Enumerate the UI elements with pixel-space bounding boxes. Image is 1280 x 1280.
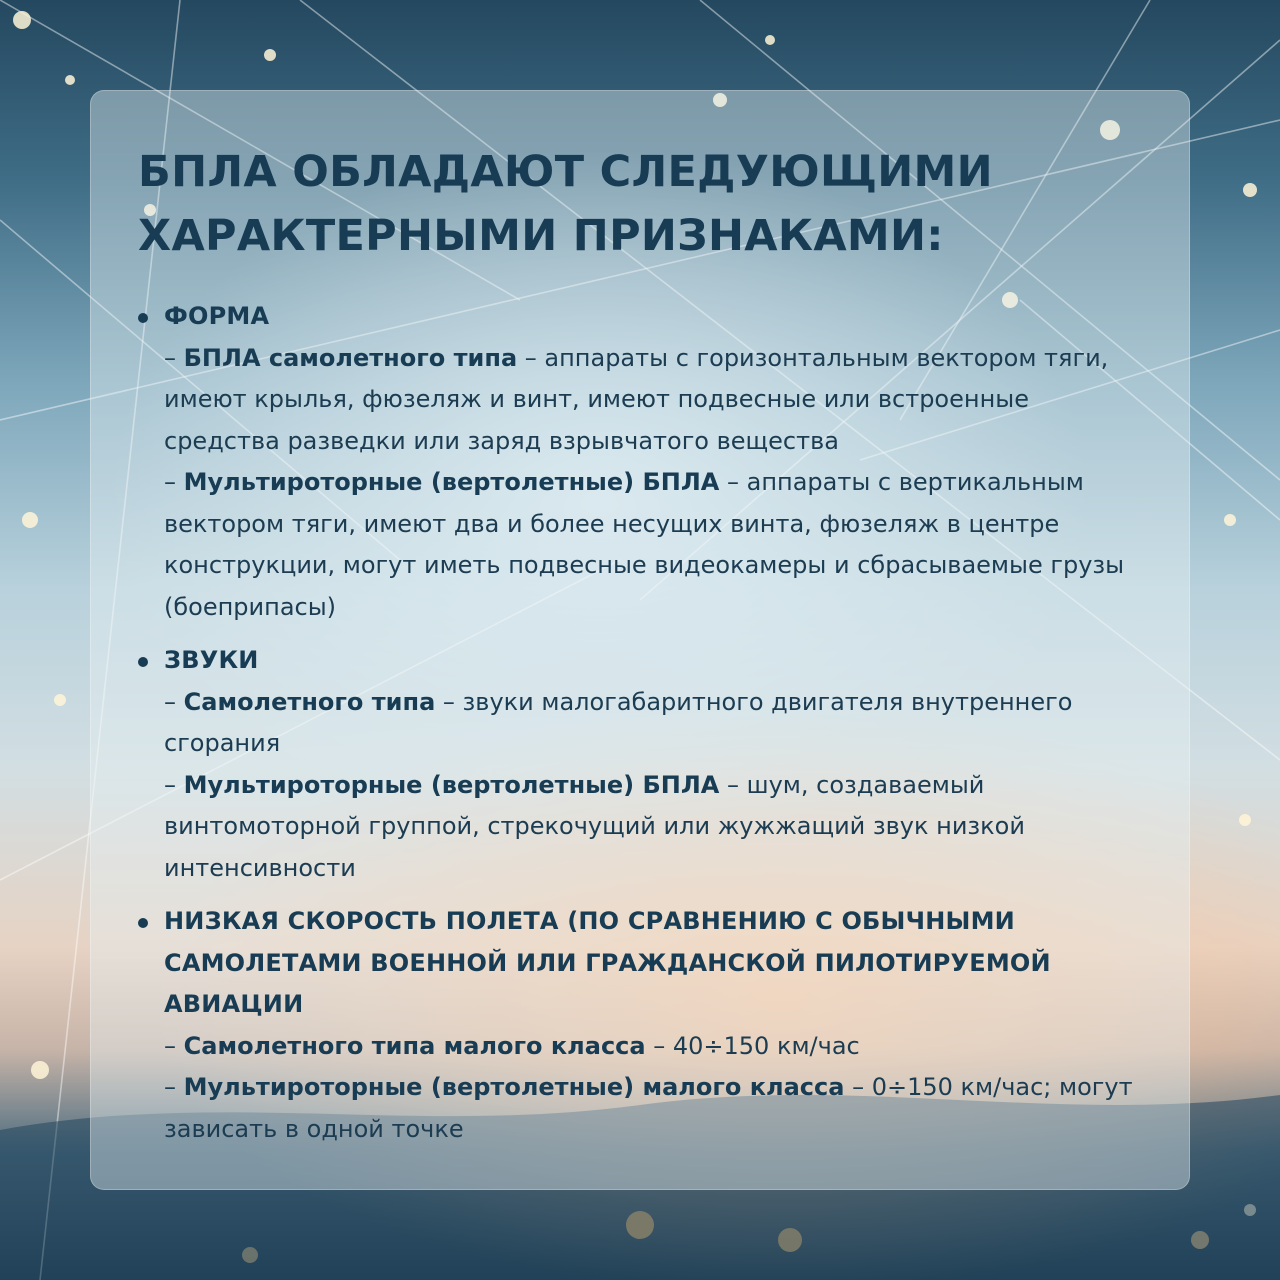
section-heading: ФОРМА bbox=[164, 302, 270, 330]
item-description: – аппараты с вертикальным вектором тяги, имеют два и более несущих винта, фюзеляж в центре конструкции, могут иметь подвесные видеокамеры и сбрасываемые грузы (боеприпасы) bbox=[164, 468, 1125, 621]
list-item bbox=[164, 462, 1148, 628]
item-term: Мультироторные (вертолетные) малого класса bbox=[183, 1073, 845, 1101]
item-dash: – bbox=[164, 468, 184, 496]
section-shape bbox=[138, 296, 1148, 628]
item-term: БПЛА самолетного типа bbox=[183, 343, 518, 372]
item-description: – шум, создаваемый винтомоторной группой, стрекочущий или жужжащий звук низкой интенсивности bbox=[164, 770, 1025, 882]
item-description: – аппараты с горизонтальным вектором тяги, имеют крылья, фюзеляж и винт, имеют подвесные или встроенные средства разведки или заряд взрывчатого вещества bbox=[164, 343, 1109, 455]
page-title: БПЛА ОБЛАДАЮТ СЛЕДУЮЩИМИ ХАРАКТЕРНЫМИ ПРИЗНАКАМИ: bbox=[138, 147, 993, 261]
item-term: Самолетного типа bbox=[183, 687, 436, 716]
bullet-icon bbox=[138, 918, 148, 928]
section-speed bbox=[138, 901, 1148, 1150]
section-heading: НИЗКАЯ СКОРОСТЬ ПОЛЕТА (ПО СРАВНЕНИЮ С ОБЫЧНЫМИ САМОЛЕТАМИ ВОЕННОЙ ИЛИ ГРАЖДАНСКОЙ ПИЛОТИРУЕМОЙ АВИАЦИИ bbox=[164, 907, 1051, 1018]
item-term: Мультироторные (вертолетные) БПЛА bbox=[183, 770, 720, 799]
list-item bbox=[164, 1067, 1148, 1150]
list-item bbox=[164, 1026, 1148, 1068]
section-sounds bbox=[138, 640, 1148, 889]
item-term: Мультироторные (вертолетные) БПЛА bbox=[183, 468, 720, 496]
item-description: – звуки малогабаритного двигателя внутреннего сгорания bbox=[164, 687, 1073, 757]
list-item bbox=[164, 765, 1148, 890]
item-dash: – bbox=[164, 1073, 184, 1101]
item-dash: – bbox=[164, 343, 184, 372]
list-item bbox=[164, 338, 1148, 463]
item-dash: – bbox=[164, 1031, 184, 1060]
item-term: Самолетного типа малого класса bbox=[183, 1031, 646, 1060]
bullet-icon bbox=[138, 313, 148, 323]
item-description: – 0÷150 км/час; могут зависать в одной точке bbox=[164, 1073, 1133, 1143]
item-dash: – bbox=[164, 687, 184, 716]
list-item bbox=[164, 682, 1148, 765]
item-dash: – bbox=[164, 770, 184, 799]
section-heading: ЗВУКИ bbox=[164, 646, 259, 674]
item-description: – 40÷150 км/час bbox=[645, 1031, 860, 1060]
bullet-icon bbox=[138, 657, 148, 667]
features-list bbox=[138, 296, 1148, 1150]
